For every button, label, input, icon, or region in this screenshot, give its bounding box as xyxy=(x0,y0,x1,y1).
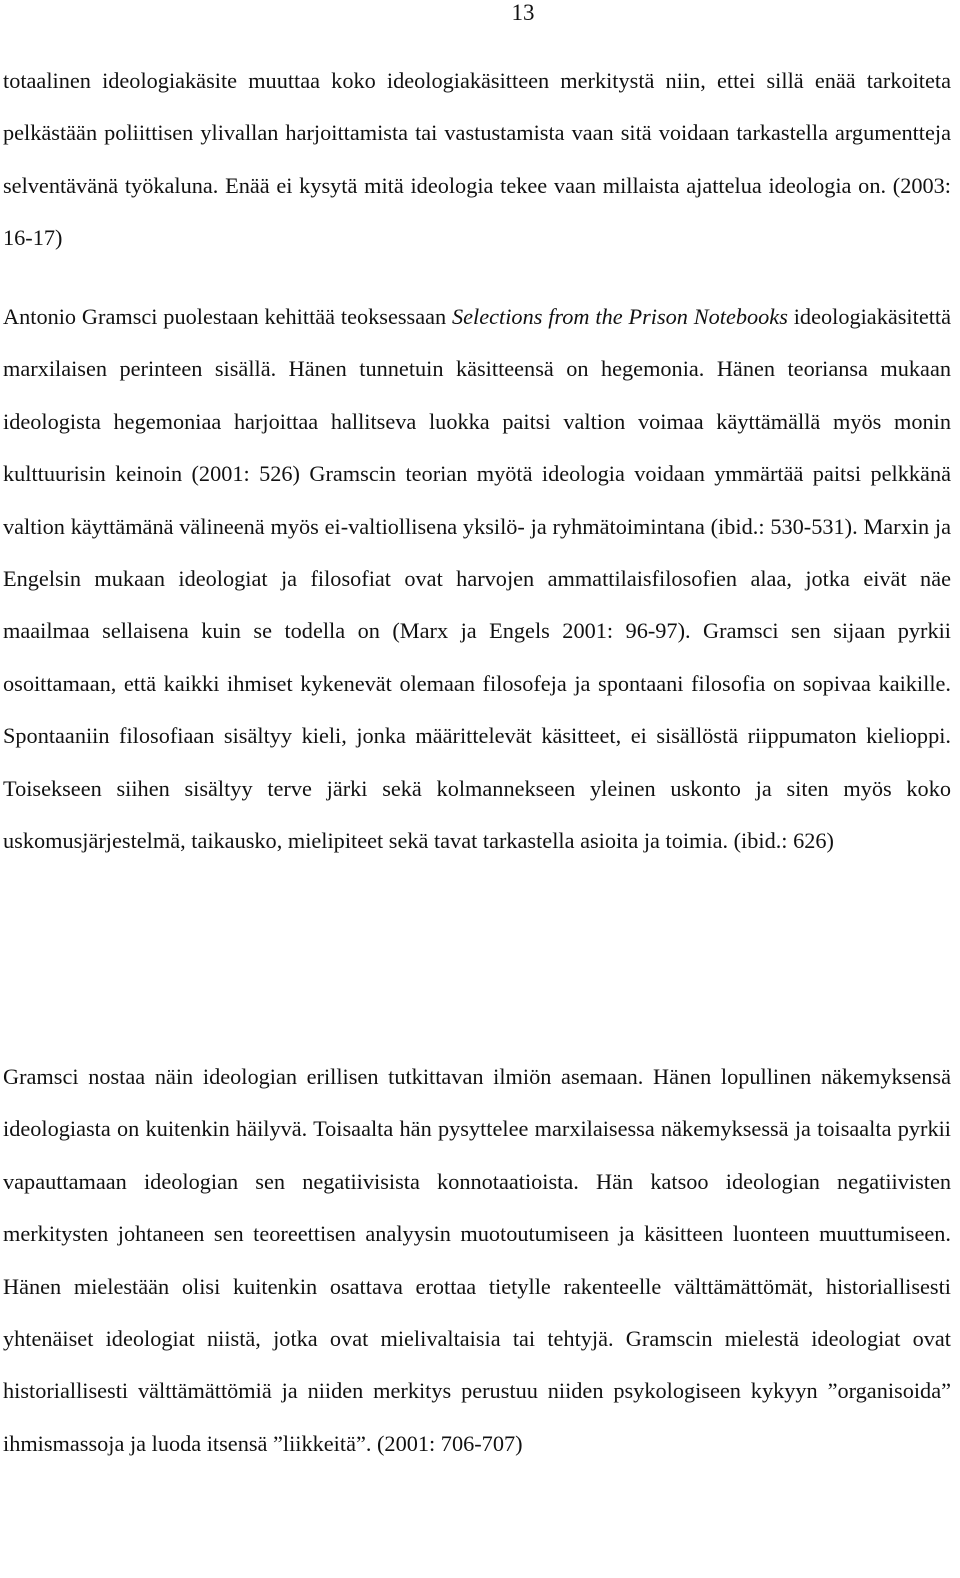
paragraph-text-rest: ideologiakäsitettä marxilaisen perinteen sisällä. Hänen tunnetuin käsitteensä on hegemonia. Hänen teoriansa mukaan ideologista hegemoniaa harjoittaa hallitseva luokka paitsi valtion voimaa käyttämällä myös monin kulttuurisin keinoin (2001: 526) Gramscin teorian myötä ideologia voidaan ymmärtää paitsi pelkkänä valtion käyttämänä välineenä myös ei-valtiollisena yksilö- ja ryhmätoimintana (ibid.: 530-531). Marxin ja Engelsin mukaan ideologiat ja filosofiat ovat harvojen ammattilaisfilosofien alaa, jotka eivät näe maailmaa sellaisena kuin se todella on (Marx ja Engels 2001: 96-97). Gramsci sen sijaan pyrkii osoittamaan, että kaikki ihmiset kykenevät olemaan filosofeja ja spontaani filosofia on sopivaa kaikille. Spontaaniin filosofiaan sisältyy kieli, jonka määrittelevät käsitteet, ei sisällöstä riippumaton kielioppi. Toisekseen siihen sisältyy terve järki sekä kolmannekseen yleinen uskonto ja siten myös koko uskomusjärjestelmä, taikausko, mielipiteet sekä tavat tarkastella asioita ja toimia. (ibid.: 626) xyxy=(3,304,951,854)
paragraph-gramsci-ideology-status xyxy=(3,1051,951,1470)
paragraph-ideology-concept xyxy=(3,55,951,265)
page-number: 13 xyxy=(511,0,535,25)
paragraph-text-start: Antonio Gramsci puolestaan kehittää teoksessaan xyxy=(3,304,452,329)
paragraph-text: Gramsci nostaa näin ideologian erillisen tutkittavan ilmiön asemaan. Hänen lopullinen näkemyksensä ideologiasta on kuitenkin häilyvä. Toisaalta hän pysyttelee marxilaisessa näkemyksessä ja toisaalta pyrkii vapauttamaan ideologian sen negatiivisista konnotaatioista. Hän katsoo ideologian negatiivisten merkitysten johtaneen sen teoreettisen analyysin muotoutumiseen ja käsitteen luonteen muuttumiseen. Hänen mielestään olisi kuitenkin osattava erottaa tietylle rakenteelle välttämättömät, historiallisesti yhtenäiset ideologiat niistä, jotka ovat mielivaltaisia tai tehtyjä. Gramscin mielestä ideologiat ovat historiallisesti välttämättömiä ja niiden merkitys perustuu niiden psykologiseen kykyyn ”organisoida” ihmismassoja ja luoda itsensä ”liikkeitä”. (2001: 706-707) xyxy=(3,1064,951,1456)
paragraph-text: totaalinen ideologiakäsite muuttaa koko ideologiakäsitteen merkitystä niin, ettei sillä enää tarkoiteta pelkästään poliittisen ylivallan harjoittamista tai vastustamista vaan sitä voidaan tarkastella argumentteja selventävänä työkaluna. Enää ei kysytä mitä ideologia tekee vaan millaista ajattelua ideologia on. (2003: 16-17) xyxy=(3,68,951,251)
paragraph-gramsci-hegemony xyxy=(3,291,951,867)
book-title: Selections from the Prison Notebooks xyxy=(452,304,788,329)
